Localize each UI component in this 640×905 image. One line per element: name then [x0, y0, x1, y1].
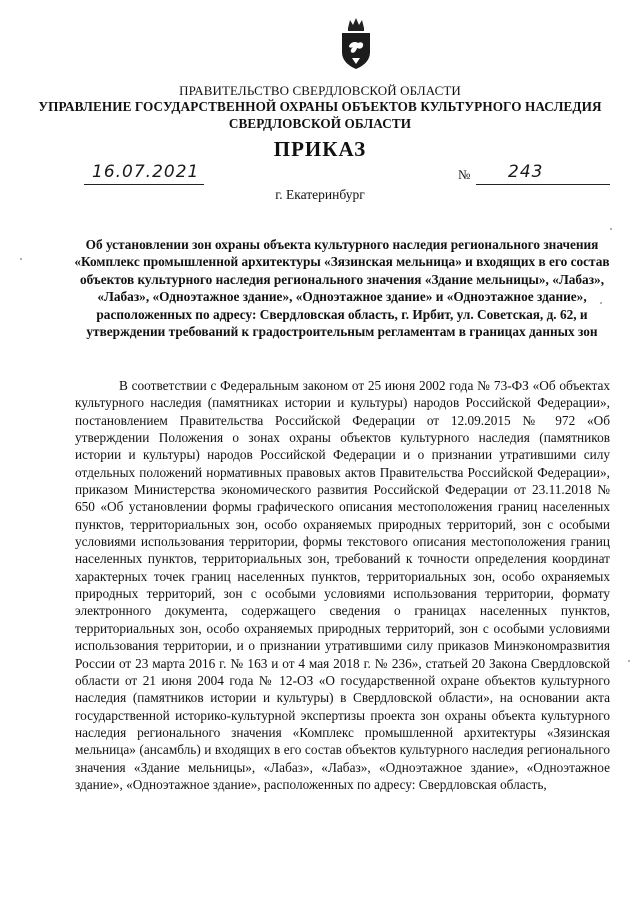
department-name-line2: СВЕРДЛОВСКОЙ ОБЛАСТИ: [228, 116, 412, 131]
handwritten-date: 16.07.2021: [92, 162, 200, 182]
document-type-title: ПРИКАЗ: [273, 137, 367, 161]
scan-speck: [600, 302, 602, 304]
number-field: [476, 162, 610, 185]
handwritten-number: 243: [508, 162, 544, 182]
scan-speck: [628, 660, 630, 662]
body-paragraph: В соответствии с Федеральным законом от 25 июня 2002 года № 73-ФЗ «Об объектах культурного наследия (памятниках истории и культуры) народов Российской Федерации», постановлением Правительства Российской Федерации от 12.09.2015 № 972 «Об утверждении Положения о зонах охраны объектов культурного наследия (памятников истории и культуры) народов Российской Федерации и о признании утратившими силу отдельных положений нормативных правовых актов Правительства Российской Федерации», приказом Министерства экономического развития Российской Федерации от 23.11.2018 № 650 «Об установлении формы графического описания местоположения границ населенных пунктов, территориальных зон, особо охраняемых природных территорий, зон с особыми условиями использования территории, формы текстового описания местоположения границ населенных пунктов, территориальных зон, требований к точности определения координат характерных точек границ населенных пунктов, территориальных зон, особо охраняемых природных территорий, зон с особыми условиями использования территории, формату электронного документа, содержащего сведения о границах населенных пунктов, территориальных зон, особо охраняемых природных территорий, зон с особыми условиями использования территории, и о признании утратившими силу приказов Минэкономразвития России от 23 марта 2016 г. № 163 и от 4 мая 2018 г. № 236», статьей 20 Закона Свердловской области от 21 июня 2004 года № 12-ОЗ «О государственной охране объектов культурного наследия (памятников истории и культуры) в Свердловской области», на основании акта государственной историко-культурной экспертизы проекта зон охраны объекта культурного наследия регионального значения «Комплекс промышленной архитектуры «Зязинская мельница» (ансамбль) и входящих в его состав объектов культурного наследия регионального значения «Здание мельницы», «Лабаз», «Лабаз», «Одноэтажное здание», «Одноэтажное здание», «Одноэтажное здание», расположенных по адресу: Свердловская область,: [75, 378, 610, 792]
government-name: ПРАВИТЕЛЬСТВО СВЕРДЛОВСКОЙ ОБЛАСТИ: [179, 83, 461, 98]
number-label: №: [458, 167, 471, 182]
date-field: [84, 162, 204, 185]
order-subject: Об установлении зон охраны объекта культурного наследия регионального значения «Комплекс промышленной архитектуры «Зязинская мельница» и входящих в его состав объектов культурного наследия регионального значения «Здание мельницы», «Лабаз», «Лабаз», «Одноэтажное здание», «Одноэтажное здание» и «Одноэтажное здание», расположенных по адресу: Свердловская область, г. Ирбит, ул. Советская, д. 62, и утверждении требований к градостроительным регламентам в границах данных зон: [74, 237, 610, 340]
scan-speck: [20, 258, 22, 260]
city: г. Екатеринбург: [275, 187, 365, 202]
coat-of-arms-emblem: [337, 16, 375, 70]
department-name-line1: УПРАВЛЕНИЕ ГОСУДАРСТВЕННОЙ ОХРАНЫ ОБЪЕКТОВ КУЛЬТУРНОГО НАСЛЕДИЯ: [38, 99, 602, 114]
scan-speck: [610, 228, 612, 230]
